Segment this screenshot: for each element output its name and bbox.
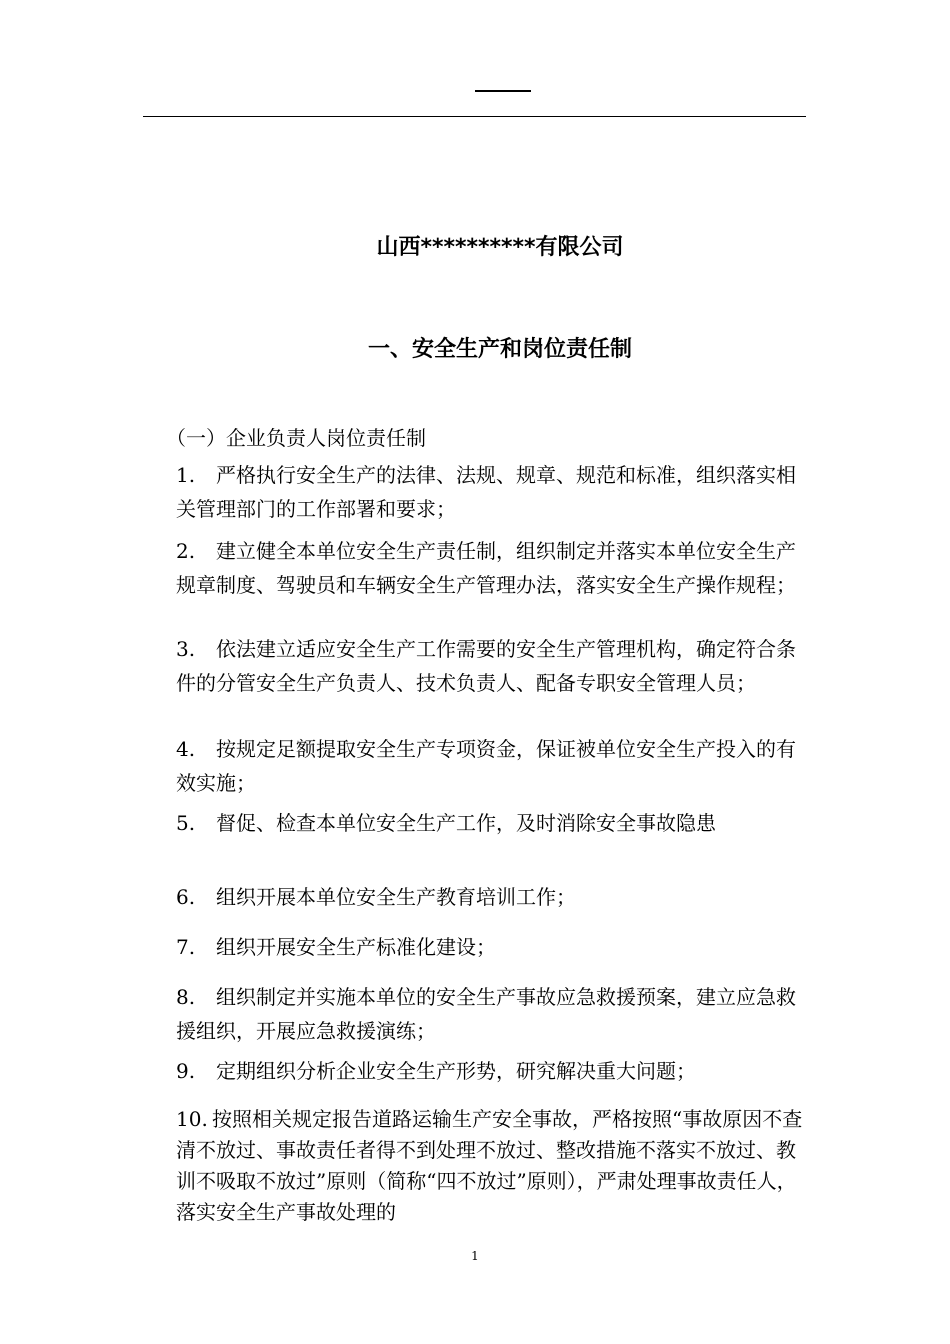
item-number: 6. xyxy=(176,885,196,909)
item-text: 组织制定并实施本单位的安全生产事故应急救援预案，建立应急救援组织，开展应急救援演练； xyxy=(176,985,796,1043)
item-text: 按规定足额提取安全生产专项资金，保证被单位安全生产投入的有效实施； xyxy=(176,737,796,795)
item-number: 4. xyxy=(176,737,196,761)
item-text: 依法建立适应安全生产工作需要的安全生产管理机构，确定符合条件的分管安全生产负责人、技术负责人、配备专职安全管理人员； xyxy=(176,637,796,695)
list-item xyxy=(176,980,808,1048)
company-name: 山西**********有限公司 xyxy=(376,235,624,260)
item-number: 9. xyxy=(176,1059,196,1083)
list-item xyxy=(176,880,808,914)
item-number: 7. xyxy=(176,935,196,959)
header-mark xyxy=(475,90,531,92)
header-rule xyxy=(143,116,806,117)
item-text: 组织开展本单位安全生产教育培训工作； xyxy=(216,885,576,909)
item-text: 严格执行安全生产的法律、法规、规章、规范和标准，组织落实相关管理部门的工作部署和要求； xyxy=(176,463,796,521)
item-number: 10. xyxy=(176,1107,208,1131)
item-text: 建立健全本单位安全生产责任制，组织制定并落实本单位安全生产规章制度、驾驶员和车辆安全生产管理办法，落实安全生产操作规程； xyxy=(176,539,796,597)
item-number: 8. xyxy=(176,985,196,1009)
list-item xyxy=(176,732,808,800)
list-item xyxy=(176,930,808,964)
item-number: 2. xyxy=(176,539,196,563)
item-number: 1. xyxy=(176,463,196,487)
list-item xyxy=(176,458,808,526)
list-item xyxy=(176,1054,808,1088)
list-item xyxy=(176,534,808,602)
item-number: 5. xyxy=(176,811,196,835)
section-title: 一、安全生产和岗位责任制 xyxy=(367,337,632,362)
item-text: 按照相关规定报告道路运输生产安全事故，严格按照“事故原因不查清不放过、事故责任者得不到处理不放过、整改措施不落实不放过、教训不吸取不放过”原则（简称“四不放过”原则），严肃处理事故责任人，落实安全生产事故处理的 xyxy=(176,1107,803,1224)
item-text: 定期组织分析企业安全生产形势，研究解决重大问题； xyxy=(216,1059,696,1083)
item-text: 组织开展安全生产标准化建设； xyxy=(216,935,496,959)
list-item xyxy=(176,632,808,700)
list-item xyxy=(176,806,808,840)
sub-heading: （一）企业负责人岗位责任制 xyxy=(166,426,426,450)
list-item xyxy=(176,1104,808,1228)
item-number: 3. xyxy=(176,637,196,661)
item-text: 督促、检查本单位安全生产工作，及时消除安全事故隐患 xyxy=(216,811,716,835)
page-number: 1 xyxy=(471,1249,479,1263)
